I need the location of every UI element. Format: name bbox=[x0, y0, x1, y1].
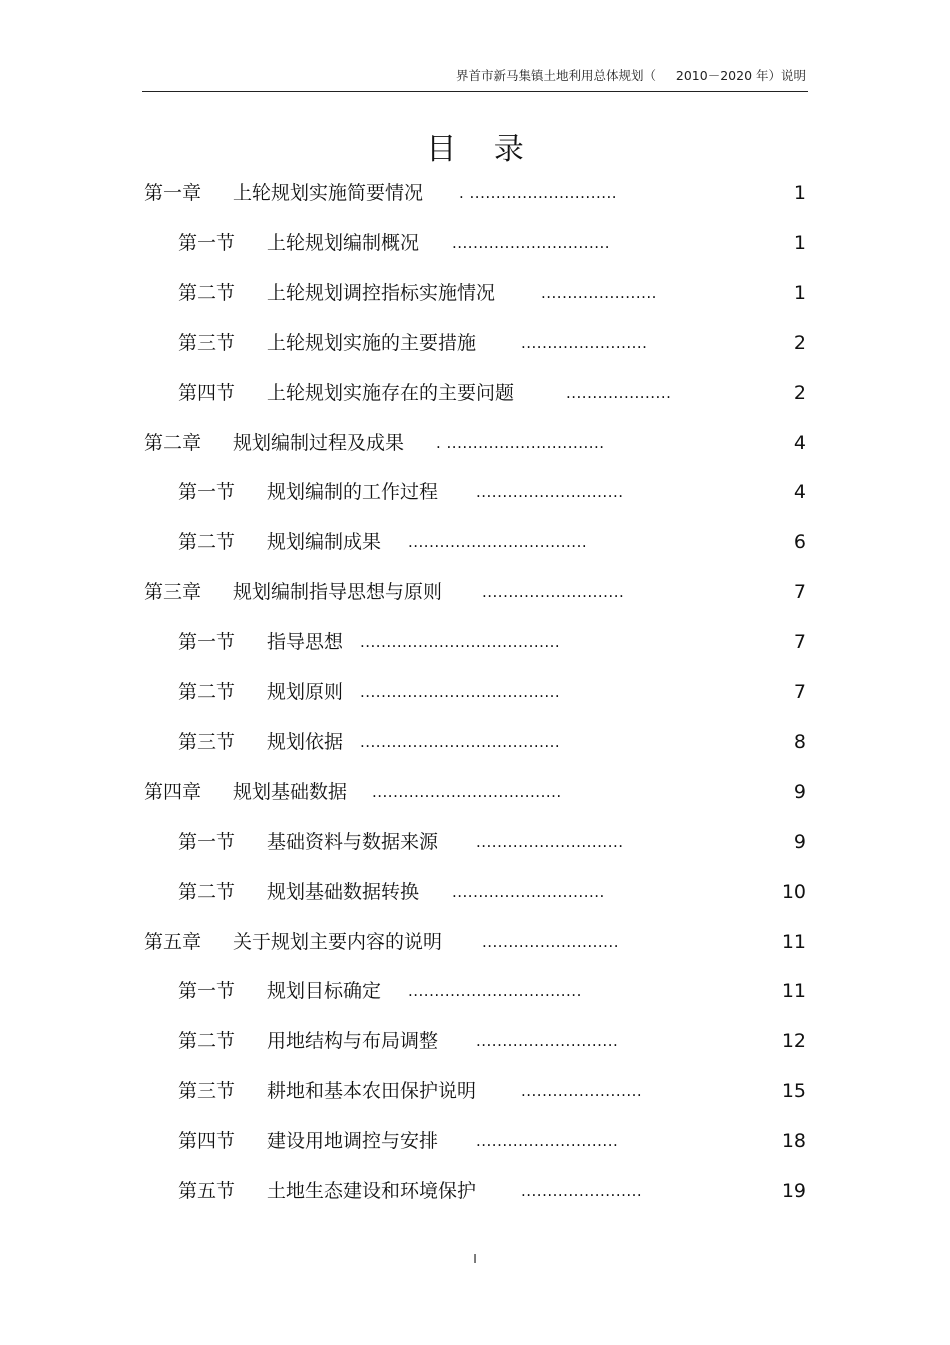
toc-entry-title: 规划目标确定 bbox=[267, 980, 382, 1003]
toc-section-entry[interactable] bbox=[0, 1176, 950, 1206]
toc-entry-title: 基础资料与数据来源 bbox=[267, 830, 439, 853]
toc-entry-title: 上轮规划实施的主要措施 bbox=[267, 331, 477, 354]
toc-leader-dots: ........................... bbox=[482, 583, 625, 602]
toc-leader-dots: ............................ bbox=[476, 832, 624, 851]
toc-chapter-entry[interactable] bbox=[0, 777, 950, 807]
toc-entry-title: 上轮规划调控指标实施情况 bbox=[267, 281, 496, 304]
toc-entry-number: 第三节 bbox=[178, 730, 236, 753]
toc-leader-dots: ................................. bbox=[408, 982, 582, 1001]
toc-page-number: 12 bbox=[781, 1030, 806, 1053]
toc-leader-dots: ............................ bbox=[476, 483, 624, 502]
toc-entry-title: 建设用地调控与安排 bbox=[267, 1130, 439, 1153]
toc-leader-dots: ........................ bbox=[521, 333, 648, 352]
toc-leader-dots: ........................... bbox=[476, 1032, 619, 1051]
toc-section-entry[interactable] bbox=[0, 378, 950, 408]
toc-leader-dots: .................................. bbox=[408, 533, 588, 552]
toc-chapter-entry[interactable] bbox=[0, 428, 950, 458]
toc-entry-number: 第一节 bbox=[178, 980, 236, 1003]
toc-leader-dots: ....................... bbox=[521, 1082, 643, 1101]
toc-page-number: 8 bbox=[793, 730, 806, 753]
toc-entry-number: 第五节 bbox=[178, 1180, 236, 1202]
toc-page-number: 11 bbox=[781, 980, 806, 1003]
toc-entry-title: 上轮规划实施简要情况 bbox=[233, 182, 424, 204]
toc-entry-number: 第四节 bbox=[178, 1130, 236, 1153]
toc-chapter-entry[interactable] bbox=[0, 577, 950, 607]
toc-page-number: 6 bbox=[793, 531, 806, 554]
toc-entry-title: 规划原则 bbox=[267, 681, 344, 703]
toc-chapter-entry[interactable] bbox=[0, 927, 950, 957]
toc-entry-number: 第二章 bbox=[144, 431, 202, 454]
toc-entry-title: 规划依据 bbox=[267, 730, 344, 753]
toc-entry-title: 耕地和基本农田保护说明 bbox=[267, 1080, 477, 1103]
toc-entry-title: 规划基础数据 bbox=[233, 780, 348, 803]
toc-page-number: 15 bbox=[781, 1080, 806, 1103]
toc-entry-title: 用地结构与布局调整 bbox=[267, 1030, 439, 1053]
toc-entry-number: 第二节 bbox=[178, 531, 236, 554]
toc-page-number: 2 bbox=[793, 381, 806, 404]
toc-page-number: 2 bbox=[793, 331, 806, 354]
toc-leader-dots: ...................... bbox=[541, 283, 657, 302]
toc-entry-number: 第二节 bbox=[178, 880, 236, 903]
toc-entry-number: 第二节 bbox=[178, 281, 236, 304]
toc-page-number: 7 bbox=[793, 581, 806, 604]
toc-chapter-entry[interactable] bbox=[0, 178, 950, 208]
toc-entry-number: 第三节 bbox=[178, 331, 236, 354]
toc-entry-number: 第三章 bbox=[144, 581, 202, 604]
toc-page-number: 18 bbox=[781, 1130, 806, 1153]
toc-entry-number: 第五章 bbox=[144, 930, 202, 953]
toc-page-number: 1 bbox=[793, 231, 806, 254]
toc-entry-number: 第一章 bbox=[144, 182, 202, 204]
toc-leader-dots: ........................... bbox=[476, 1132, 619, 1151]
toc-page-number: 10 bbox=[781, 880, 806, 903]
toc-section-entry[interactable] bbox=[0, 477, 950, 507]
header-text: 界首市新马集镇土地利用总体规划（ 2010－2020 年）说明 bbox=[456, 68, 806, 83]
toc-entry-number: 第四节 bbox=[178, 381, 236, 404]
toc-leader-dots: .................... bbox=[566, 383, 672, 402]
toc-entry-title: 土地生态建设和环境保护 bbox=[267, 1180, 477, 1202]
toc-entry-number: 第一节 bbox=[178, 631, 236, 654]
toc-leader-dots: . ............................ bbox=[459, 184, 618, 202]
toc-section-entry[interactable] bbox=[0, 278, 950, 308]
toc-section-entry[interactable] bbox=[0, 827, 950, 857]
toc-entry-number: 第一节 bbox=[178, 231, 236, 254]
toc-section-entry[interactable] bbox=[0, 328, 950, 358]
toc-section-entry[interactable] bbox=[0, 677, 950, 707]
toc-entry-number: 第一节 bbox=[178, 481, 236, 504]
toc-entry-title: 规划编制的工作过程 bbox=[267, 481, 439, 504]
toc-leader-dots: ....................... bbox=[521, 1182, 643, 1200]
toc-section-entry[interactable] bbox=[0, 877, 950, 907]
toc-section-entry[interactable] bbox=[0, 627, 950, 657]
toc-leader-dots: . .............................. bbox=[436, 433, 605, 452]
toc-page-number: 1 bbox=[793, 182, 806, 204]
toc-section-entry[interactable] bbox=[0, 1076, 950, 1106]
toc-page-number: 7 bbox=[793, 631, 806, 654]
toc-page-number: 11 bbox=[781, 930, 806, 953]
toc-entry-title: 规划基础数据转换 bbox=[267, 880, 420, 903]
toc-entry-title: 指导思想 bbox=[267, 631, 344, 654]
toc-entry-number: 第一节 bbox=[178, 830, 236, 853]
toc-page-number: 7 bbox=[793, 681, 806, 703]
toc-section-entry[interactable] bbox=[0, 228, 950, 258]
toc-entry-number: 第三节 bbox=[178, 1080, 236, 1103]
toc-section-entry[interactable] bbox=[0, 1026, 950, 1056]
toc-title: 目 录 bbox=[426, 132, 538, 167]
toc-leader-dots: ............................. bbox=[452, 882, 605, 901]
toc-entry-number: 第四章 bbox=[144, 780, 202, 803]
toc-section-entry[interactable] bbox=[0, 976, 950, 1006]
toc-page-number: 9 bbox=[793, 780, 806, 803]
toc-page-number: 19 bbox=[781, 1180, 806, 1202]
toc-page-number: 1 bbox=[793, 281, 806, 304]
toc-page-number: 4 bbox=[793, 431, 806, 454]
toc-entry-title: 上轮规划编制概况 bbox=[267, 231, 420, 254]
toc-entry-title: 规划编制过程及成果 bbox=[233, 431, 405, 454]
toc-entry-title: 上轮规划实施存在的主要问题 bbox=[267, 381, 515, 404]
toc-entry-title: 关于规划主要内容的说明 bbox=[233, 930, 443, 953]
toc-entry-title: 规划编制指导思想与原则 bbox=[233, 581, 443, 604]
page-number: I bbox=[473, 1252, 477, 1266]
toc-section-entry[interactable] bbox=[0, 727, 950, 757]
toc-leader-dots: ...................................... bbox=[360, 633, 561, 652]
toc-leader-dots: ...................................... bbox=[360, 683, 561, 701]
toc-entry-number: 第二节 bbox=[178, 681, 236, 703]
toc-leader-dots: .................................... bbox=[372, 782, 562, 801]
toc-leader-dots: ...................................... bbox=[360, 732, 561, 751]
toc-entry-title: 规划编制成果 bbox=[267, 531, 382, 554]
toc-page-number: 9 bbox=[793, 830, 806, 853]
toc-section-entry[interactable] bbox=[0, 527, 950, 557]
toc-page-number: 4 bbox=[793, 481, 806, 504]
toc-section-entry[interactable] bbox=[0, 1126, 950, 1156]
toc-leader-dots: .............................. bbox=[452, 233, 611, 252]
toc-entry-number: 第二节 bbox=[178, 1030, 236, 1053]
toc-leader-dots: .......................... bbox=[482, 932, 619, 951]
